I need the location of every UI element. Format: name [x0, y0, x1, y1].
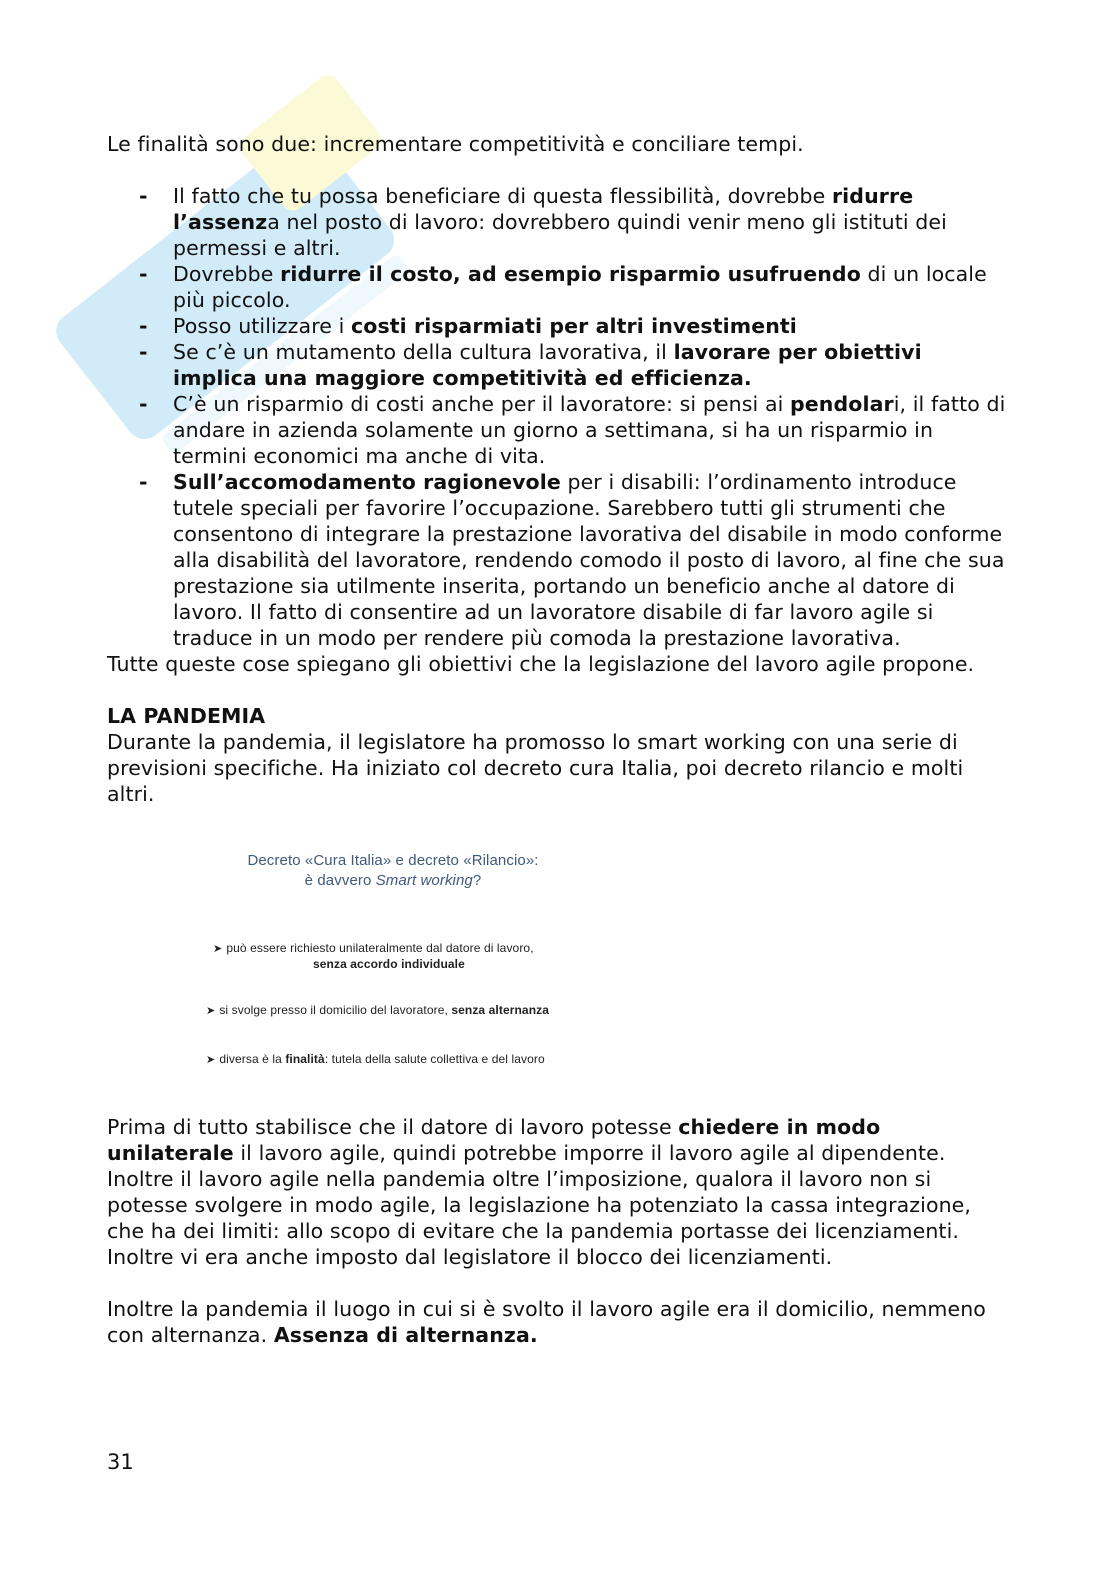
summary-paragraph: Tutte queste cose spiegano gli obiettivi che la legislazione del lavoro agile propone.: [107, 652, 975, 676]
list-item: - Il fatto che tu possa beneficiare di questa flessibilità, dovrebbe ridurre l’assenza nel posto di lavoro: dovrebbero quindi venir meno gli istituti dei permessi e altri.: [107, 183, 1007, 261]
list-item: - C’è un risparmio di costi anche per il lavoratore: si pensi ai pendolari, il fatto di andare in azienda solamente un giorno a settimana, si ha un risparmio in termini economici ma anche di vita.: [107, 391, 1007, 469]
intro-paragraph: Le finalità sono due: incrementare competitività e conciliare tempi.: [107, 132, 804, 156]
slide-title: Decreto «Cura Italia» e decreto «Rilancio»: è davvero Smart working?: [247, 852, 539, 889]
page-number: 31: [107, 1450, 134, 1474]
body-paragraph: Inoltre la pandemia il luogo in cui si è svolto il lavoro agile era il domicilio, nemmeno con alternanza. Assenza di alternanza.: [107, 1297, 986, 1347]
slide-image: [183, 843, 603, 1078]
list-item: - Dovrebbe ridurre il costo, ad esempio risparmio usufruendo di un locale più piccolo.: [107, 261, 1007, 313]
slide-bullet: ➤ diversa è la finalità: tutela della salute collettiva e del lavoro: [206, 1052, 545, 1066]
benefits-list: [107, 183, 1007, 651]
slide-bullet: ➤ può essere richiesto unilateralmente dal datore di lavoro,: [213, 941, 534, 955]
list-item: - Sull’accomodamento ragionevole per i disabili: l’ordinamento introduce tutele speciali per favorire l’occupazione. Sarebbero tutti gli strumenti che consentono di integrare la prestazione lavorativa del disabile in modo conforme alla disabilità del lavoratore, rendendo comodo il posto di lavoro, al fine che sua prestazione sia utilmente inserita, portando un beneficio anche al datore di lavoro. Il fatto di consentire ad un lavoratore disabile di far lavoro agile si traduce in un modo per rendere più comoda la prestazione lavorativa.: [107, 469, 1007, 651]
list-item: - Se c’è un mutamento della cultura lavorativa, il lavorare per obiettivi implica una maggiore competitività ed efficienza.: [107, 339, 1007, 391]
list-item: - Posso utilizzare i costi risparmiati per altri investimenti: [107, 313, 1007, 339]
section-paragraph: Durante la pandemia, il legislatore ha promosso lo smart working con una serie di previsioni specifiche. Ha iniziato col decreto cura Italia, poi decreto rilancio e molti altri.: [107, 730, 964, 806]
document-body: [107, 131, 1007, 1348]
body-paragraph: Prima di tutto stabilisce che il datore di lavoro potesse chiedere in modo unilaterale il lavoro agile, quindi potrebbe imporre il lavoro agile al dipendente. Inoltre il lavoro agile nella pandemia oltre l’imposizione, qualora il lavoro non si potesse svolgere in modo agile, la legislazione ha potenziato la cassa integrazione, che ha dei limiti: allo scopo di evitare che la pandemia portasse dei licenziamenti. Inoltre vi era anche imposto dal legislatore il blocco dei licenziamenti.: [107, 1115, 972, 1269]
section-heading: LA PANDEMIA: [107, 704, 266, 728]
slide-bullet: ➤ si svolge presso il domicilio del lavoratore, senza alternanza: [206, 1003, 550, 1017]
slide-bullet-bold: senza accordo individuale: [313, 957, 465, 971]
